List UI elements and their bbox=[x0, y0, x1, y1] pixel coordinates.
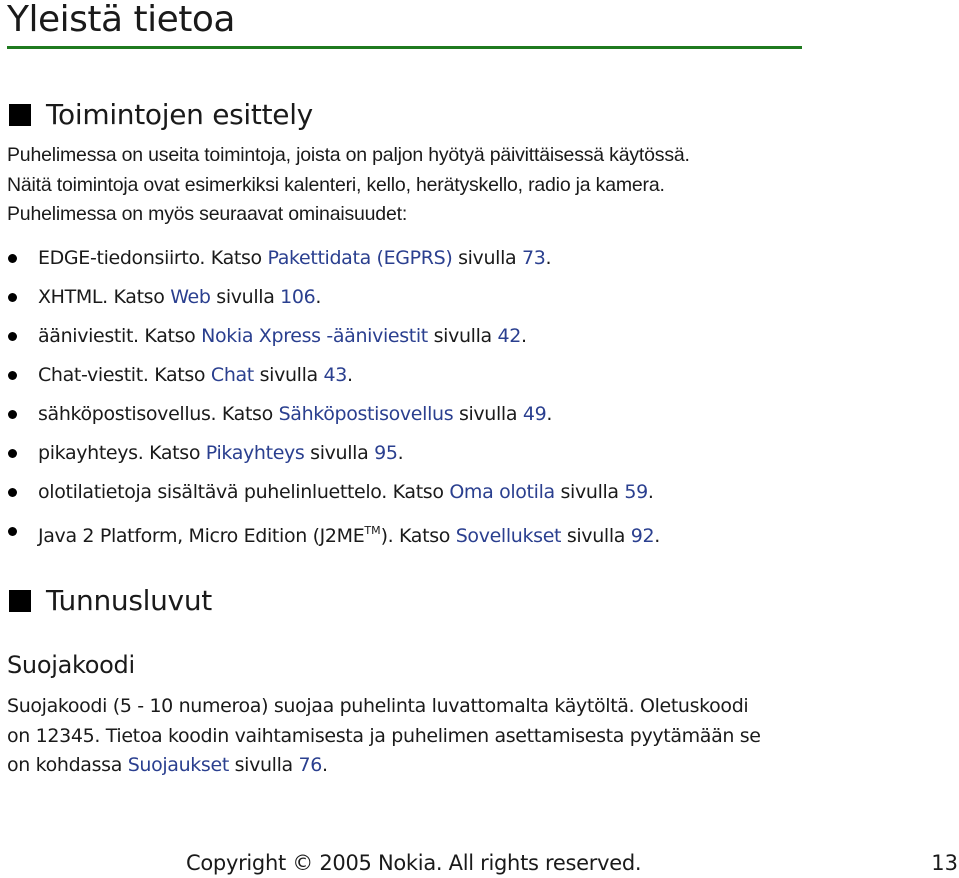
link-nokia-xpress[interactable]: Nokia Xpress -ääniviestit bbox=[201, 325, 428, 347]
page-link[interactable]: 42 bbox=[497, 325, 521, 347]
square-bullet-icon bbox=[9, 104, 31, 126]
item-text: sivulla bbox=[427, 325, 498, 347]
item-text: ääniviestit. Katso bbox=[38, 325, 202, 347]
item-text: . bbox=[647, 481, 654, 503]
link-suojaukset[interactable]: Suojaukset bbox=[127, 754, 229, 776]
intro-line: Puhelimessa on myös seuraavat ominaisuudet: bbox=[7, 203, 408, 225]
item-text: sivulla bbox=[228, 754, 299, 776]
trademark-sup: TM bbox=[364, 524, 381, 537]
list-item bbox=[0, 280, 660, 319]
item-text: sivulla bbox=[304, 442, 375, 464]
page-link[interactable]: 59 bbox=[624, 481, 648, 503]
item-text: . bbox=[322, 754, 328, 776]
intro-line: Näitä toimintoja ovat esimerkiksi kalenteri, kello, herätyskello, radio ja kamera. bbox=[7, 173, 665, 196]
list-item bbox=[0, 241, 660, 280]
bullet-icon bbox=[8, 293, 17, 302]
bullet-icon bbox=[8, 410, 17, 419]
item-text: . bbox=[397, 442, 404, 464]
link-pakettidata[interactable]: Pakettidata (EGPRS) bbox=[267, 247, 453, 269]
intro-line: Puhelimessa on useita toimintoja, joista on paljon hyötyä päivittäisessä käytössä. bbox=[7, 144, 690, 166]
item-text: sivulla bbox=[453, 403, 523, 425]
item-text: . bbox=[654, 525, 660, 547]
item-text: . bbox=[315, 286, 322, 308]
link-pikayhteys[interactable]: Pikayhteys bbox=[205, 442, 305, 464]
paragraph-line: Suojakoodi (5 - 10 numeroa) suojaa puhelinta luvattomalta käytöltä. Oletuskoodi bbox=[7, 695, 749, 717]
section-heading-text: Tunnusluvut bbox=[46, 584, 212, 617]
section-heading-passcodes bbox=[7, 584, 212, 618]
item-text: XHTML. Katso bbox=[38, 286, 171, 308]
item-text: olotilatietoja sisältävä puhelinluettelo. Katso bbox=[38, 481, 450, 503]
item-text: sivulla bbox=[561, 525, 631, 547]
page-link[interactable]: 73 bbox=[521, 247, 546, 269]
item-text: Java 2 Platform, Micro Edition (J2ME bbox=[38, 525, 365, 547]
list-item bbox=[0, 358, 660, 397]
item-text: . bbox=[545, 247, 552, 269]
link-oma-olotila[interactable]: Oma olotila bbox=[449, 481, 555, 503]
page-link[interactable]: 95 bbox=[374, 442, 398, 464]
item-text: on kohdassa bbox=[7, 754, 128, 776]
security-code-paragraph bbox=[7, 692, 807, 781]
page-title: Yleistä tietoa bbox=[7, 0, 235, 40]
item-text: . bbox=[546, 403, 553, 425]
square-bullet-icon bbox=[9, 590, 31, 612]
list-item bbox=[0, 397, 660, 436]
item-text: sähköpostisovellus. Katso bbox=[38, 403, 279, 425]
item-text: . bbox=[521, 325, 527, 347]
copyright-footer: Copyright © 2005 Nokia. All rights reserved. bbox=[186, 851, 642, 875]
paragraph-line bbox=[7, 751, 807, 781]
page-link[interactable]: 43 bbox=[323, 364, 347, 386]
list-item bbox=[0, 436, 660, 475]
bullet-icon bbox=[8, 488, 17, 497]
item-text: sivulla bbox=[210, 286, 281, 308]
section-heading-features bbox=[7, 98, 313, 132]
item-text: Chat-viestit. Katso bbox=[38, 364, 211, 386]
bullet-icon bbox=[8, 449, 17, 458]
link-web[interactable]: Web bbox=[170, 286, 211, 308]
item-text: pikayhteys. Katso bbox=[38, 442, 206, 464]
bullet-icon bbox=[8, 371, 17, 380]
link-chat[interactable]: Chat bbox=[210, 364, 254, 386]
item-text: . bbox=[347, 364, 353, 386]
title-rule bbox=[7, 46, 802, 49]
section-heading-text: Toimintojen esittely bbox=[46, 98, 313, 131]
bullet-icon bbox=[8, 527, 17, 536]
bullet-icon bbox=[8, 254, 17, 263]
page-number: 13 bbox=[931, 851, 958, 875]
page-link[interactable]: 76 bbox=[298, 754, 322, 776]
paragraph-line: on 12345. Tietoa koodin vaihtamisesta ja puhelimen asettamisesta pyytämään se bbox=[7, 724, 761, 747]
item-text: sivulla bbox=[554, 481, 625, 503]
link-sovellukset[interactable]: Sovellukset bbox=[455, 525, 562, 547]
link-sahkopostisovellus[interactable]: Sähköpostisovellus bbox=[278, 403, 454, 425]
bullet-icon bbox=[8, 332, 17, 341]
subheading-security-code: Suojakoodi bbox=[7, 651, 135, 679]
page-link[interactable]: 49 bbox=[522, 403, 547, 425]
list-item bbox=[0, 319, 660, 358]
item-text: sivulla bbox=[253, 364, 324, 386]
list-item bbox=[0, 475, 660, 514]
item-text: ). Katso bbox=[380, 525, 456, 547]
feature-list bbox=[0, 241, 660, 553]
page-link[interactable]: 106 bbox=[280, 286, 316, 308]
intro-paragraph bbox=[7, 141, 807, 230]
item-text: sivulla bbox=[452, 247, 522, 269]
item-text: EDGE-tiedonsiirto. Katso bbox=[38, 247, 268, 269]
page-link[interactable]: 92 bbox=[630, 525, 655, 547]
list-item bbox=[0, 514, 660, 553]
